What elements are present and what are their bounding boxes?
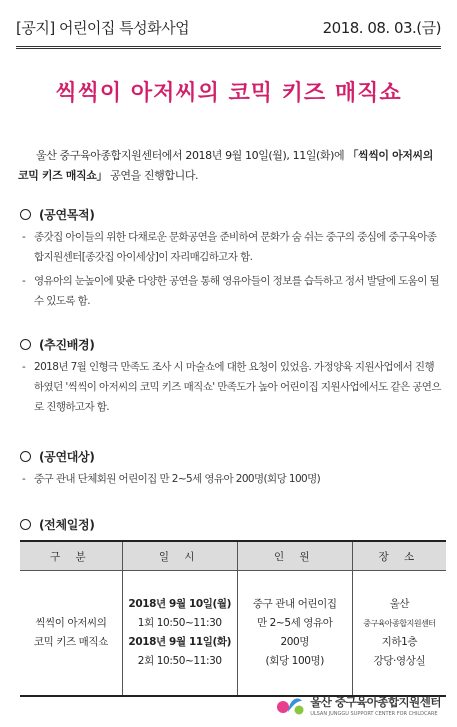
intro-pre: 울산 중구육아종합지원센터에서 2018년 9월 10일(월), 11일(화)에	[36, 149, 348, 162]
notice-date: 2018. 08. 03.(금)	[322, 18, 441, 37]
list-item: - 중구 관내 단체회원 어린이집 만 2~5세 영유아 200명(회당 100명)	[22, 473, 321, 485]
org-name: 울산 중구육아종합지원센터	[310, 694, 441, 709]
notice-header	[16, 8, 441, 49]
intro-show-name: 「씩씩이 아저씨의 코믹 키즈 매직쇼」	[18, 149, 433, 182]
col-people: 인 원	[237, 541, 352, 571]
col-place: 장 소	[352, 541, 446, 571]
schedule-table	[20, 540, 446, 697]
cell-people: 중구 관내 어린이집 만 2~5세 영유아 200명 (회당 100명)	[237, 571, 352, 697]
col-datetime: 일 시	[122, 541, 237, 571]
notice-label: [공지] 어린이집 특성화사업	[16, 18, 190, 37]
section-heading: (추진배경)	[39, 338, 95, 352]
intro-paragraph	[18, 146, 443, 186]
section-heading: (전체일정)	[39, 518, 95, 532]
section-purpose	[20, 206, 443, 311]
section-target	[20, 448, 443, 489]
list-item: - 2018년 7월 인형극 만족도 조사 시 마술쇼에 대한 요청이 있었음. 가정양육 지원사업에서 진행하였던 '씩씩이 아저씨의 코믹 키즈 매직쇼' 만족도가 높아 어린이집 지원사업에서도 같은 공연으로 진행하고자 함.	[22, 361, 441, 413]
table-header-row	[20, 541, 446, 571]
cell-place: 울산 중구육아종합지원센터 지하1층 강당·영상실	[352, 571, 446, 697]
col-category: 구 분	[20, 541, 122, 571]
table-row	[20, 571, 446, 697]
section-schedule	[20, 516, 443, 533]
circle-bullet-icon	[20, 519, 31, 530]
org-name-en: ULSAN JUNGGU SUPPORT CENTER FOR CHILDCARE	[310, 710, 438, 717]
section-heading: (공연대상)	[39, 450, 95, 464]
list-item: - 영유아의 눈높이에 맞춘 다양한 공연을 통해 영유아들이 정보를 습득하고 정서 발달에 도움이 될 수 있도록 함.	[22, 275, 440, 307]
section-heading: (공연목적)	[39, 208, 95, 222]
circle-bullet-icon	[20, 339, 31, 350]
section-background	[20, 336, 443, 417]
cell-category: 씩씩이 아저씨의 코믹 키즈 매직쇼	[20, 571, 122, 697]
page-title: 씩씩이 아저씨의 코믹 키즈 매직쇼	[55, 81, 402, 106]
center-logo-icon	[276, 692, 306, 718]
circle-bullet-icon	[20, 451, 31, 462]
cell-datetime: 2018년 9월 10일(월) 1회 10:50~11:30 2018년 9월 11일(화) 2회 10:50~11:30	[122, 571, 237, 697]
circle-bullet-icon	[20, 209, 31, 220]
list-item: - 종갓집 아이들의 위한 다채로운 문화공연을 준비하여 문화가 숨 쉬는 중구의 중심에 중구육아종합지원센터[종갓집 아이세상]이 자리매김하고자 함.	[22, 231, 437, 263]
footer-logo	[276, 692, 441, 718]
intro-post: 공연을 진행합니다.	[107, 169, 199, 182]
